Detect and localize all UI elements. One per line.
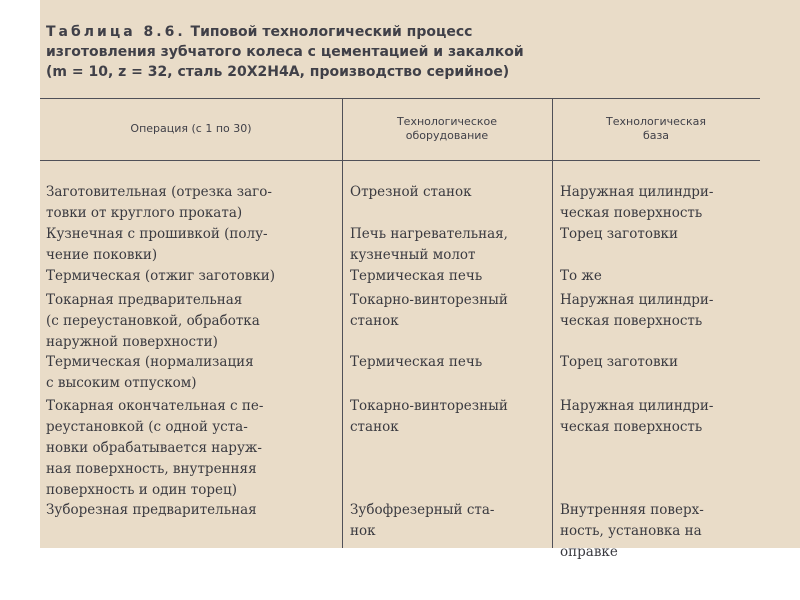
header-base: Технологическая база [606,115,706,142]
header-operation: Операция (с 1 по 30) [130,122,252,135]
equipment-cell: Термическая печь [350,268,483,284]
caption-line-3: (m = 10, z = 32, сталь 20Х2Н4А, производство серийное) [46,64,510,80]
base-cell: Торец заготовки [560,354,678,370]
table-caption [46,22,766,82]
operation-cell: Кузнечная с прошивкой (полу- чение поковки) [46,226,268,263]
caption-line-1 [46,22,766,42]
table-top-rule [40,98,760,99]
book-page [40,0,800,560]
equipment-cell: Токарно-винторезный станок [350,292,508,329]
caption-line-2: изготовления зубчатого колеса с цементацией и закалкой [46,44,524,60]
column-divider-1 [342,98,343,548]
table-header-rule [40,160,760,161]
operation-cell: Термическая (отжиг заготовки) [46,268,276,284]
table-number: Таблица 8.6. [46,24,186,40]
base-cell: Наружная цилиндри- ческая поверхность [560,184,714,221]
base-cell: Торец заготовки [560,226,678,242]
base-cell: Наружная цилиндри- ческая поверхность [560,292,714,329]
operation-cell: Термическая (нормализация с высоким отпуском) [46,354,254,391]
operation-cell: Заготовительная (отрезка заго- товки от круглого проката) [46,184,272,221]
equipment-cell: Зубофрезерный ста- нок [350,502,495,539]
base-cell: Наружная цилиндри- ческая поверхность [560,398,714,435]
header-equipment: Технологическое оборудование [396,115,498,142]
base-cell: То же [560,268,602,284]
operation-cell: Токарная окончательная с пе- реустановкой (с одной уста- новки обрабатывается наруж- ная поверхность, внутренняя поверхность и один торец) [46,398,264,498]
equipment-cell: Печь нагревательная, кузнечный молот [350,226,508,263]
equipment-cell: Термическая печь [350,354,483,370]
operation-cell: Токарная предварительная (с переустановкой, обработка наружной поверхности) [46,292,260,350]
equipment-cell: Отрезной станок [350,184,472,200]
operation-cell: Зуборезная предварительная [46,502,257,518]
equipment-cell: Токарно-винторезный станок [350,398,508,435]
base-cell: Внутренняя поверх- ность, установка на оправке [560,502,704,560]
column-divider-2 [552,98,553,548]
table-title: Типовой технологический процесс [190,24,473,40]
